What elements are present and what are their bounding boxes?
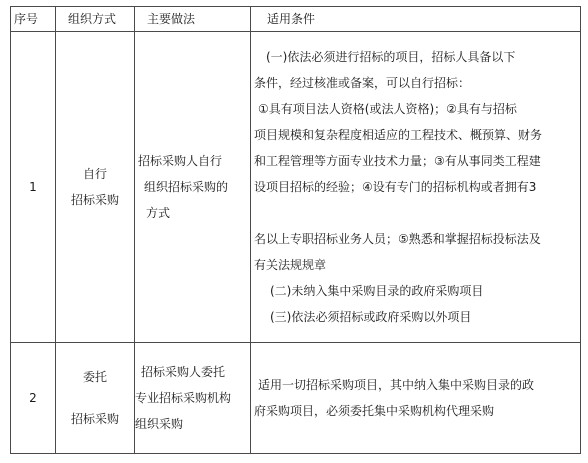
- header-org-method: 组织方式: [56, 7, 135, 32]
- cond-line: (三)依法必须招标或政府采购以外项目: [270, 310, 472, 324]
- cond-line: (二)未纳入集中采购目录的政府采购项目: [270, 284, 484, 298]
- main-line: 招标采购人委托: [141, 365, 226, 379]
- row-seq: 1: [11, 32, 56, 343]
- org-line: 招标采购: [70, 412, 119, 426]
- cond-line: 设项目招标的经验；④设有专门的招标机构或者拥有3: [254, 180, 537, 194]
- row-org-method: [56, 32, 135, 343]
- cond-line: 府采购项目，必须委托集中采购机构代理采购: [254, 404, 495, 418]
- header-applicable-conditions: 适用条件: [251, 7, 581, 32]
- table-row: [11, 32, 581, 343]
- cond-line: 名以上专职招标业务人员；⑤熟悉和掌握招标投标法及: [254, 232, 541, 246]
- org-line: 招标采购: [70, 193, 119, 207]
- row-applicable-conditions: [251, 343, 581, 454]
- cond-line: 条件，经过核准或备案，可以自行招标：: [254, 76, 471, 90]
- main-line: 招标采购人自行: [138, 154, 223, 168]
- org-line: [56, 387, 134, 409]
- cond-line: 项目规模和复杂程度相适应的工程技术、概预算、财务: [254, 128, 543, 142]
- cond-line: 和工程管理等方面专业技术力量；③有从事同类工程建: [254, 154, 541, 168]
- row-seq: 2: [11, 343, 56, 454]
- main-line: 方式: [146, 206, 171, 220]
- org-line: 委托: [82, 370, 107, 384]
- table-header-row: [11, 7, 581, 32]
- cond-line: ①具有项目法人资格(或法人资格)；②具有与招标: [258, 102, 517, 116]
- cond-line: (一)依法必须进行招标的项目，招标人具备以下: [266, 50, 516, 64]
- org-line: 自行: [82, 167, 107, 181]
- cond-line: 适用一切招标采购项目，其中纳入集中采购目录的政: [258, 378, 535, 392]
- row-main-practice: [135, 343, 251, 454]
- row-org-method: [56, 343, 135, 454]
- main-line: 组织招标采购的: [144, 180, 229, 194]
- cond-line: [254, 200, 576, 226]
- header-main-practice: 主要做法: [135, 7, 251, 32]
- cond-line: 有关法规规章: [254, 258, 327, 272]
- row-main-practice: [135, 32, 251, 343]
- main-line: 组织采购: [135, 417, 184, 431]
- row-applicable-conditions: [251, 32, 581, 343]
- procurement-methods-table: [10, 6, 581, 454]
- table-row: [11, 343, 581, 454]
- header-seq: 序号: [11, 7, 56, 32]
- main-line: 专业招标采购机构: [135, 391, 232, 405]
